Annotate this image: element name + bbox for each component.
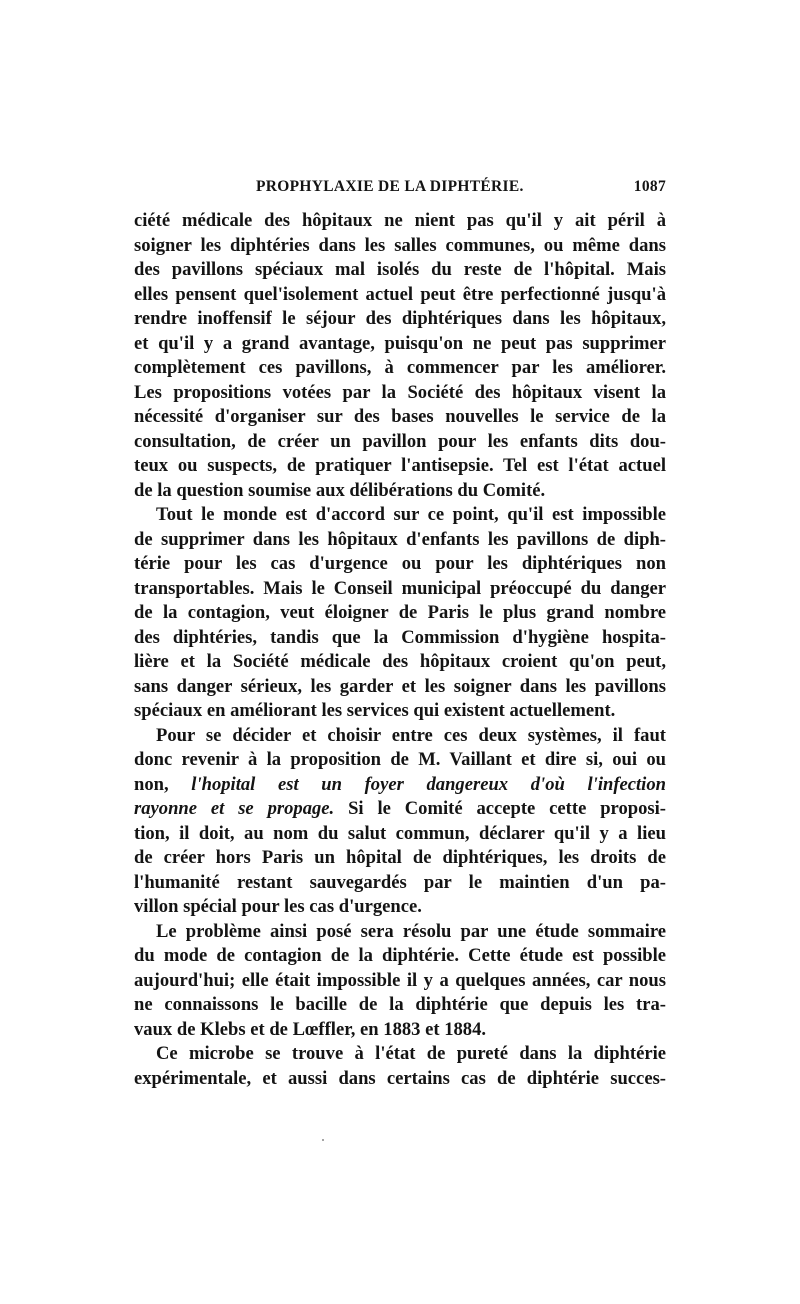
text-line: l'humanité restant sauvegardés par le maintien d'un pa- — [134, 871, 666, 893]
text-line: Tout le monde est d'accord sur ce point, qu'il est impossible — [156, 504, 666, 525]
text-line: sans danger sérieux, les garder et les soigner dans les pavillons — [134, 675, 666, 697]
running-head — [134, 178, 666, 200]
text-line: de la question soumise aux délibérations du Comité. — [134, 479, 546, 501]
text-line — [134, 773, 666, 798]
text-line: du mode de contagion de la diphtérie. Cette étude est possible — [134, 945, 666, 966]
text-line: Le problème ainsi posé sera résolu par une étude sommaire — [156, 920, 666, 942]
text-line: des diphtéries, tandis que la Commission d'hygiène hospita- — [134, 626, 666, 648]
page-number: 1087 — [633, 178, 666, 195]
text-line: expérimentale, et aussi dans certains cas de diphtérie succes- — [134, 1067, 666, 1089]
text-line: tion, il doit, au nom du salut commun, déclarer qu'il y a lieu — [134, 822, 666, 844]
text-line: de la contagion, veut éloigner de Paris le plus grand nombre — [134, 602, 666, 623]
italic-quote-end: rayonne et se propage. — [134, 798, 335, 819]
text-line: soigner les diphtéries dans les salles communes, ou même dans — [134, 234, 666, 256]
text-line: donc revenir à la proposition de M. Vaillant et dire si, oui ou — [134, 749, 666, 770]
text-line: elles pensent quel'isolement actuel peut être perfectionné jusqu'à — [134, 283, 666, 305]
text-line: térie pour les cas d'urgence ou pour les diphtériques non — [134, 553, 666, 574]
text-line: vaux de Klebs et de Lœffler, en 1883 et 1884. — [134, 1018, 487, 1040]
text-line: teux ou suspects, de pratiquer l'antisepsie. Tel est l'état actuel — [134, 455, 666, 476]
print-speck — [322, 1139, 324, 1141]
text-run: non, — [134, 773, 192, 795]
text-line: Ce microbe se trouve à l'état de pureté dans la diphtérie — [156, 1043, 666, 1064]
body-text — [134, 209, 666, 1091]
text-line: nécessité d'organiser sur des bases nouvelles le service de la — [134, 406, 666, 427]
text-line: transportables. Mais le Conseil municipal préoccupé du danger — [134, 577, 666, 599]
text-line: rendre inoffensif le séjour des diphtériques dans les hôpitaux, — [134, 308, 666, 329]
text-line: lière et la Société médicale des hôpitaux croient qu'on peut, — [134, 651, 666, 672]
text-line: Les propositions votées par la Société des hôpitaux visent la — [134, 381, 666, 403]
text-line: spéciaux en améliorant les services qui existent actuellement. — [134, 700, 616, 721]
text-line: ne connaissons le bacille de la diphtérie que depuis les tra- — [134, 994, 666, 1015]
text-line: aujourd'hui; elle était impossible il y a quelques années, car nous — [134, 969, 666, 991]
text-line: des pavillons spéciaux mal isolés du reste de l'hôpital. Mais — [134, 259, 666, 280]
text-line: de supprimer dans les hôpitaux d'enfants les pavillons de diph- — [134, 528, 666, 550]
text-line: ciété médicale des hôpitaux ne nient pas qu'il y ait péril à — [134, 210, 666, 231]
text-line: villon spécial pour les cas d'urgence. — [134, 896, 422, 917]
text-run: Si le Comité accepte cette proposi- — [334, 798, 666, 819]
text-line: Pour se décider et choisir entre ces deux systèmes, il faut — [156, 724, 666, 746]
text-line: consultation, de créer un pavillon pour les enfants dits dou- — [134, 430, 666, 452]
text-line: de créer hors Paris un hôpital de diphtériques, les droits de — [134, 847, 666, 868]
text-line: complètement ces pavillons, à commencer par les améliorer. — [134, 357, 666, 378]
italic-quote: l'hopital est un foyer dangereux d'où l'infection — [191, 773, 666, 795]
text-line: et qu'il y a grand avantage, puisqu'on ne peut pas supprimer — [134, 332, 666, 354]
running-title: PROPHYLAXIE DE LA DIPHTÉRIE. — [256, 178, 524, 195]
text-line — [134, 797, 666, 822]
